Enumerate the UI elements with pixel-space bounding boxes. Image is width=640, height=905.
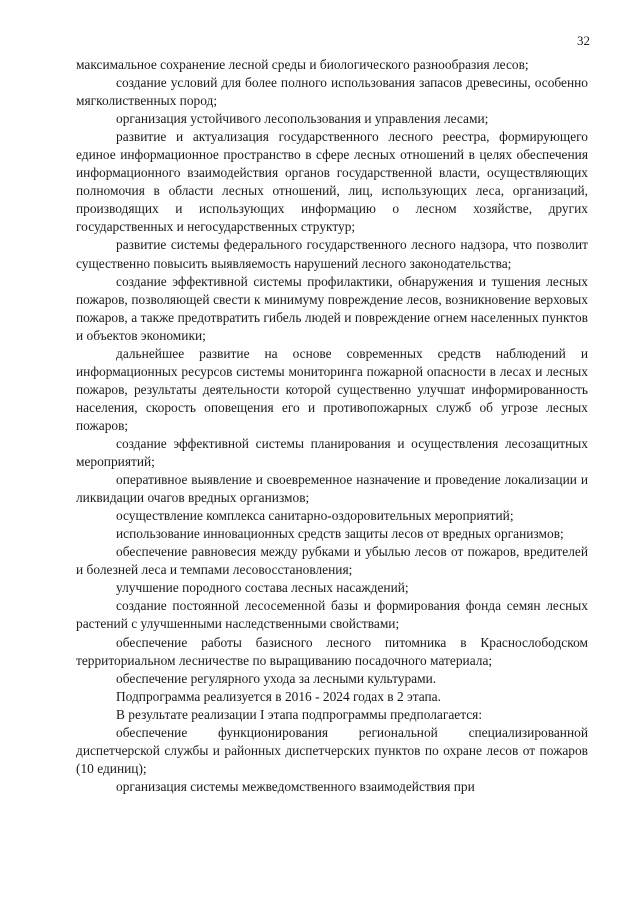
paragraph: обеспечение равновесия между рубками и убылью лесов от пожаров, вредителей и болезней леса и темпами лесовосстановления;	[76, 544, 588, 578]
page-number: 32	[577, 33, 590, 48]
paragraph: дальнейшее развитие на основе современных средств наблюдений и информационных ресурсов системы мониторинга пожарной опасности в лесах и лесных пожаров, результаты деятельности которой существенно улучшат информированность населения, скорость оповещения его и противопожарных служб об угрозе лесных пожаров;	[76, 345, 588, 433]
paragraph: организация системы межведомственного взаимодействия при	[116, 778, 475, 794]
paragraph: оперативное выявление и своевременное назначение и проведение локализации и ликвидации очагов вредных организмов;	[76, 472, 588, 506]
paragraph: Подпрограмма реализуется в 2016 - 2024 годах в 2 этапа.	[116, 688, 441, 704]
paragraph: обеспечение работы базисного лесного питомника в Краснослободском территориальном лесничестве по выращиванию посадочного материала;	[76, 634, 588, 668]
paragraph: использование инновационных средств защиты лесов от вредных организмов;	[116, 526, 564, 542]
paragraph: создание эффективной системы профилактики, обнаружения и тушения лесных пожаров, позволяющей свести к минимуму повреждение лесов, возникновение верховых пожаров, а также предотвратить гибель людей и повреждение огнем населенных пунктов и объектов экономики;	[76, 273, 588, 343]
paragraph: создание эффективной системы планирования и осуществления лесозащитных мероприятий;	[76, 435, 588, 470]
document-body	[76, 56, 588, 796]
paragraph: В результате реализации I этапа подпрограммы предполагается:	[116, 706, 483, 722]
paragraph: обеспечение регулярного ухода за лесными культурами.	[116, 670, 437, 686]
paragraph: создание условий для более полного использования запасов древесины, особенно мягколиственных пород;	[76, 75, 588, 109]
paragraph: обеспечение функционирования региональной специализированной диспетчерской службы и районных диспетчерских пунктов по охране лесов от пожаров (10 единиц);	[76, 724, 588, 776]
paragraph: создание постоянной лесосеменной базы и формирования фонда семян лесных растений с улучшенными наследственными свойствами;	[76, 598, 588, 632]
paragraph: развитие и актуализация государственного лесного реестра, формирующего единое информационное пространство в сфере лесных отношений в целях обеспечения информационного взаимодействия органов государственной власти, осуществляющих полномочия в области лесных отношений, лиц, использующих леса, организаций, производящих и использующих информацию о лесном хозяйстве, других государственных и негосударственных структур;	[76, 129, 588, 235]
paragraph: осуществление комплекса санитарно-оздоровительных мероприятий;	[116, 508, 514, 524]
paragraph: организация устойчивого лесопользования и управления лесами;	[116, 111, 489, 127]
paragraph: развитие системы федерального государственного лесного надзора, что позволит существенно повысить выявляемость нарушений лесного законодательства;	[76, 237, 588, 271]
paragraph: максимальное сохранение лесной среды и биологического разнообразия лесов;	[76, 57, 529, 72]
paragraph: улучшение породного состава лесных насаждений;	[116, 580, 409, 596]
